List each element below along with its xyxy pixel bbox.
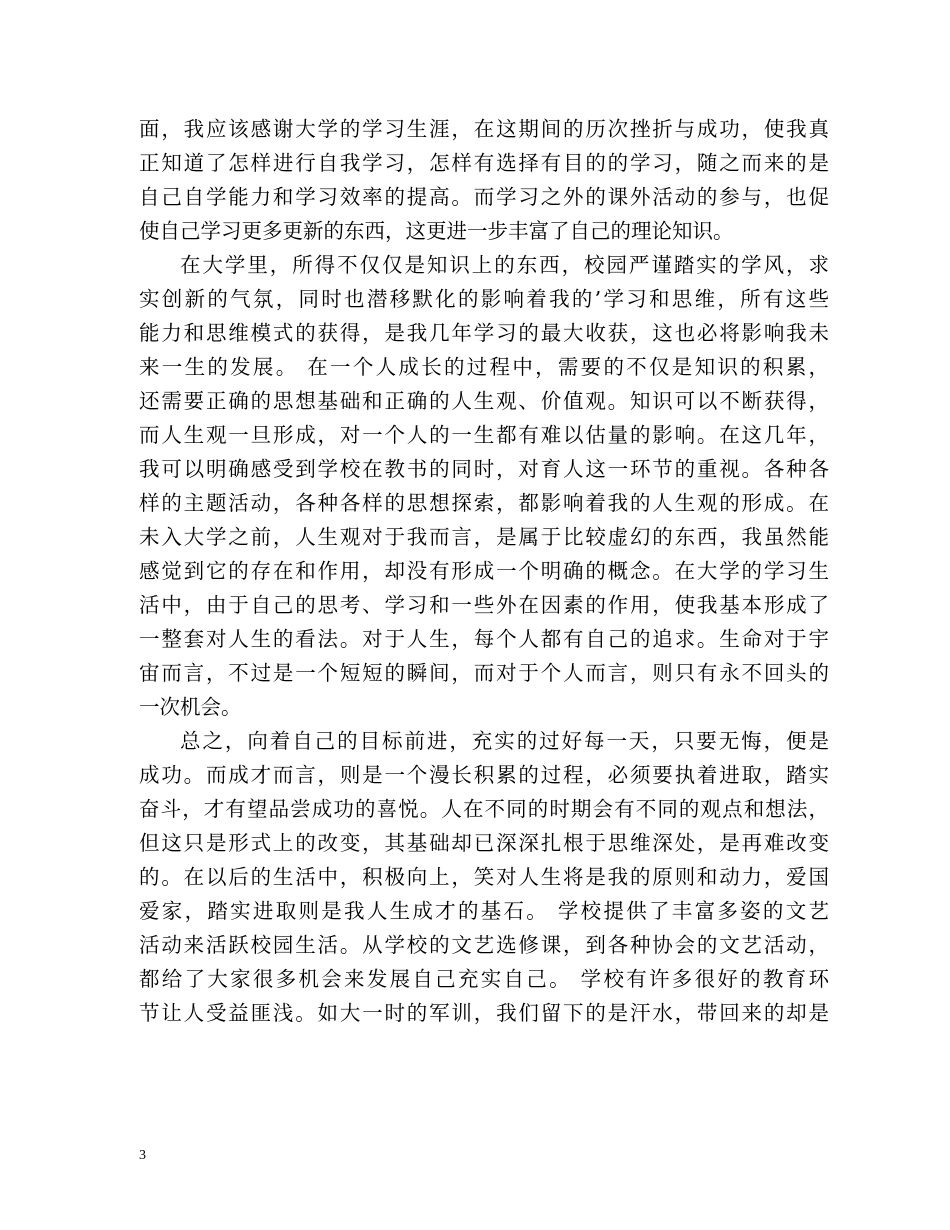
text-line: 一次机会。 [139, 695, 242, 719]
text-line: 未入大学之前，人生观对于我而言，是属于比较虚幻的东西，我虽然能 [139, 525, 829, 549]
text-line: 爱家，踏实进取则是我人生成才的基石。 学校提供了丰富多姿的文艺 [139, 899, 829, 923]
text-line: 一整套对人生的看法。对于人生，每个人都有自己的追求。生命对于宇 [139, 627, 829, 651]
text-line: 来一生的发展。 在一个人成长的过程中，需要的不仅是知识的积累， [139, 355, 829, 379]
text-line: 总之，向着自己的目标前进，充实的过好每一天，只要无悔，便是 [180, 729, 829, 753]
text-line: 正知道了怎样进行自我学习，怎样有选择有目的的学习，随之而来的是 [139, 151, 829, 175]
text-line: 在大学里，所得不仅仅是知识上的东西，校园严谨踏实的学风，求 [180, 253, 829, 277]
text-line: 实创新的气氛，同时也潜移默化的影响着我的’学习和思维，所有这些 [139, 287, 829, 311]
text-line: 我可以明确感受到学校在教书的同时，对育人这一环节的重视。各种各 [139, 457, 829, 481]
text-line: 活中，由于自己的思考、学习和一些外在因素的作用，使我基本形成了 [139, 593, 829, 617]
text-line: 但这只是形式上的改变，其基础却已深深扎根于思维深处，是再难改变 [139, 831, 829, 855]
text-line: 奋斗，才有望品尝成功的喜悦。人在不同的时期会有不同的观点和想法， [139, 797, 829, 821]
text-line: 的。在以后的生活中，积极向上，笑对人生将是我的原则和动力，爱国 [139, 865, 829, 889]
text-line: 宙而言，不过是一个短短的瞬间，而对于个人而言，则只有永不回头的 [139, 661, 829, 685]
body-text [139, 112, 829, 1030]
text-line: 而人生观一旦形成，对一个人的一生都有难以估量的影响。在这几年， [139, 423, 829, 447]
text-line: 节让人受益匪浅。如大一时的军训，我们留下的是汗水，带回来的却是 [139, 1001, 829, 1025]
text-line: 样的主题活动，各种各样的思想探索，都影响着我的人生观的形成。在 [139, 491, 829, 515]
text-line: 感觉到它的存在和作用，却没有形成一个明确的概念。在大学的学习生 [139, 559, 829, 583]
text-line: 使自己学习更多更新的东西，这更进一步丰富了自己的理论知识。 [139, 219, 734, 243]
text-line: 能力和思维模式的获得，是我几年学习的最大收获，这也必将影响我未 [139, 321, 829, 345]
text-line: 还需要正确的思想基础和正确的人生观、价值观。知识可以不断获得， [139, 389, 829, 413]
text-line: 都给了大家很多机会来发展自己充实自己。 学校有许多很好的教育环 [139, 967, 829, 991]
text-line: 面，我应该感谢大学的学习生涯，在这期间的历次挫折与成功，使我真 [139, 117, 829, 141]
page-number: 3 [139, 1148, 146, 1163]
text-line: 成功。而成才而言，则是一个漫长积累的过程，必须要执着进取，踏实 [139, 763, 829, 787]
text-line: 活动来活跃校园生活。从学校的文艺选修课，到各种协会的文艺活动， [139, 933, 829, 957]
text-line: 自己自学能力和学习效率的提高。而学习之外的课外活动的参与，也促 [139, 185, 829, 209]
